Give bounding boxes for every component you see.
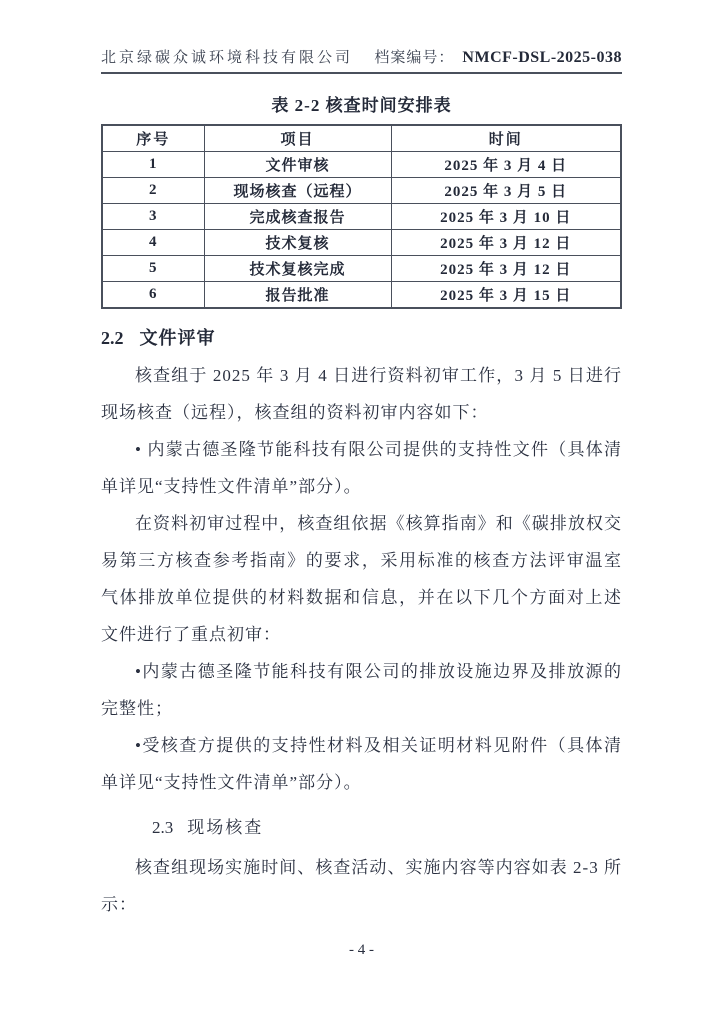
cell-time: 2025 年 3 月 12 日 [391,256,621,282]
table-caption: 表 2-2 核查时间安排表 [271,96,452,115]
archive-number-value: NMCF-DSL-2025-038 [462,49,622,66]
table-row [102,152,621,178]
bullet-item: •受核查方提供的支持性材料及相关证明材料见附件（具体清单详见“支持性文件清单”部分）。 [101,736,622,792]
cell-time: 2025 年 3 月 15 日 [391,282,621,309]
table-row [102,282,621,309]
column-header-time: 时间 [391,125,621,152]
section-title: 文件评审 [139,328,216,348]
cell-item: 完成核查报告 [204,204,391,230]
table-header-row [102,125,621,152]
bullet-item: • 内蒙古德圣隆节能科技有限公司提供的支持性文件（具体清单详见“支持性文件清单”部分）。 [101,440,622,496]
paragraph: 核查组现场实施时间、核查活动、实施内容等内容如表 2-3 所示： [101,858,622,914]
company-name: 北京绿碳众诚环境科技有限公司 [101,50,354,66]
archive-number-field [374,46,622,67]
page-header [101,46,622,74]
cell-no: 2 [102,178,204,204]
paragraph: 核查组于 2025 年 3 月 4 日进行资料初审工作，3 月 5 日进行现场核查（远程），核查组的资料初审内容如下： [101,366,622,422]
section-number: 2.3 [152,818,174,837]
verification-schedule-table [101,124,622,309]
section-title: 现场核查 [187,818,264,837]
table-row [102,178,621,204]
cell-item: 文件审核 [204,152,391,178]
cell-time: 2025 年 3 月 10 日 [391,204,621,230]
cell-time: 2025 年 3 月 12 日 [391,230,621,256]
cell-item: 技术复核完成 [204,256,391,282]
table-row [102,256,621,282]
bullet-item: •内蒙古德圣隆节能科技有限公司的排放设施边界及排放源的完整性； [101,662,622,718]
cell-item: 报告批准 [204,282,391,309]
page-number: - 4 - [349,942,374,958]
cell-time: 2025 年 3 月 4 日 [391,152,621,178]
cell-no: 6 [102,282,204,309]
column-header-item: 项目 [204,125,391,152]
section-heading-2-3 [152,811,622,845]
cell-item: 现场核查（远程） [204,178,391,204]
paragraph: 在资料初审过程中，核查组依据《核算指南》和《碳排放权交易第三方核查参考指南》的要求，采用标准的核查方法评审温室气体排放单位提供的材料数据和信息，并在以下几个方面对上述文件进行了重点初审： [101,514,622,644]
cell-no: 3 [102,204,204,230]
cell-no: 4 [102,230,204,256]
archive-number-label: 档案编号： [374,50,455,66]
section-number: 2.2 [101,328,124,348]
section-heading-2-2 [101,323,622,353]
cell-no: 1 [102,152,204,178]
column-header-no: 序号 [102,125,204,152]
cell-time: 2025 年 3 月 5 日 [391,178,621,204]
cell-item: 技术复核 [204,230,391,256]
table-row [102,230,621,256]
table-row [102,204,621,230]
cell-no: 5 [102,256,204,282]
